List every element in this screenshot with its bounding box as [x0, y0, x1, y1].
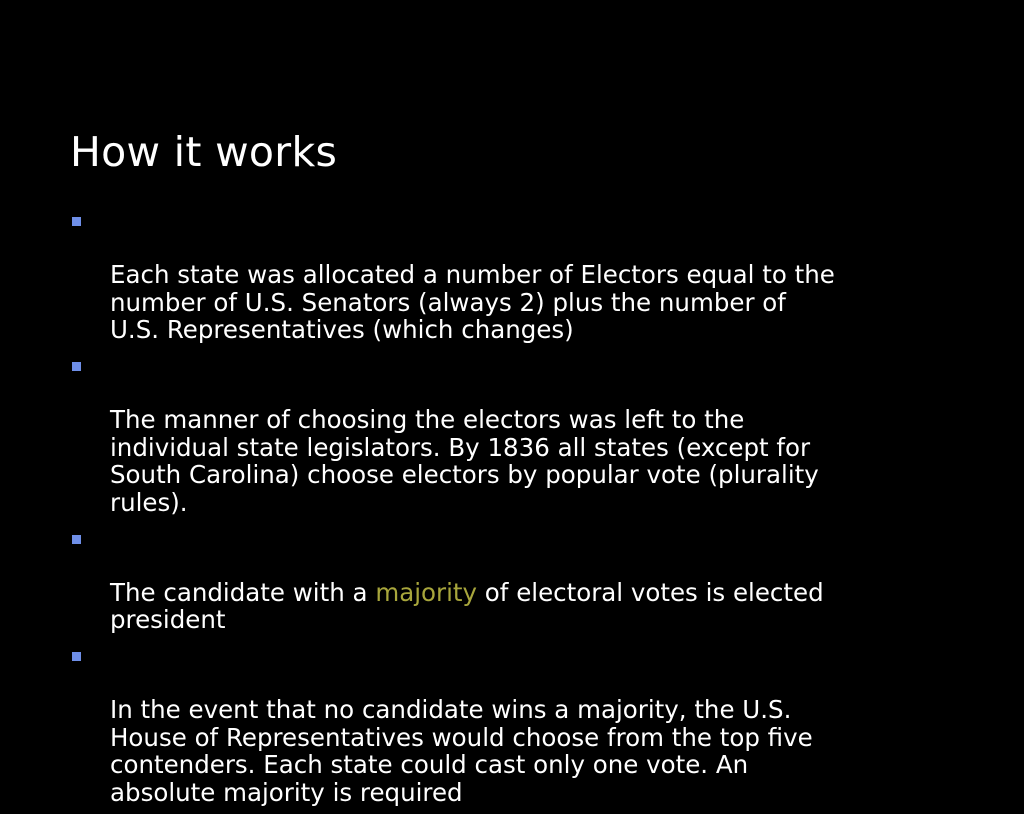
bullet-text: Each state was allocated a number of Electors equal to the number of U.S. Senators (always 2) plus the number of U.S. Representatives (which changes) [110, 260, 835, 344]
square-bullet-icon [72, 217, 81, 226]
bullet-list [70, 206, 970, 814]
bullet-item [70, 206, 970, 344]
square-bullet-icon [72, 535, 81, 544]
bullet-item [70, 641, 970, 806]
square-bullet-icon [72, 652, 81, 661]
slide-title: How it works [70, 128, 338, 176]
highlighted-term: majority [375, 577, 477, 607]
bullet-item [70, 524, 970, 634]
bullet-text: The manner of choosing the electors was left to the individual state legislators. By 1836 all states (except for South Carolina) choose electors by popular vote (plurality rules). [110, 405, 819, 517]
bullet-text-before: The candidate with a [110, 577, 376, 607]
bullet-item [70, 351, 970, 516]
square-bullet-icon [72, 362, 81, 371]
bullet-text: In the event that no candidate wins a majority, the U.S. House of Representatives would choose from the top five contenders. Each state could cast only one vote. An absolute majority is required [110, 695, 813, 807]
bullet-text-after: of electoral votes is elected president [110, 577, 824, 634]
